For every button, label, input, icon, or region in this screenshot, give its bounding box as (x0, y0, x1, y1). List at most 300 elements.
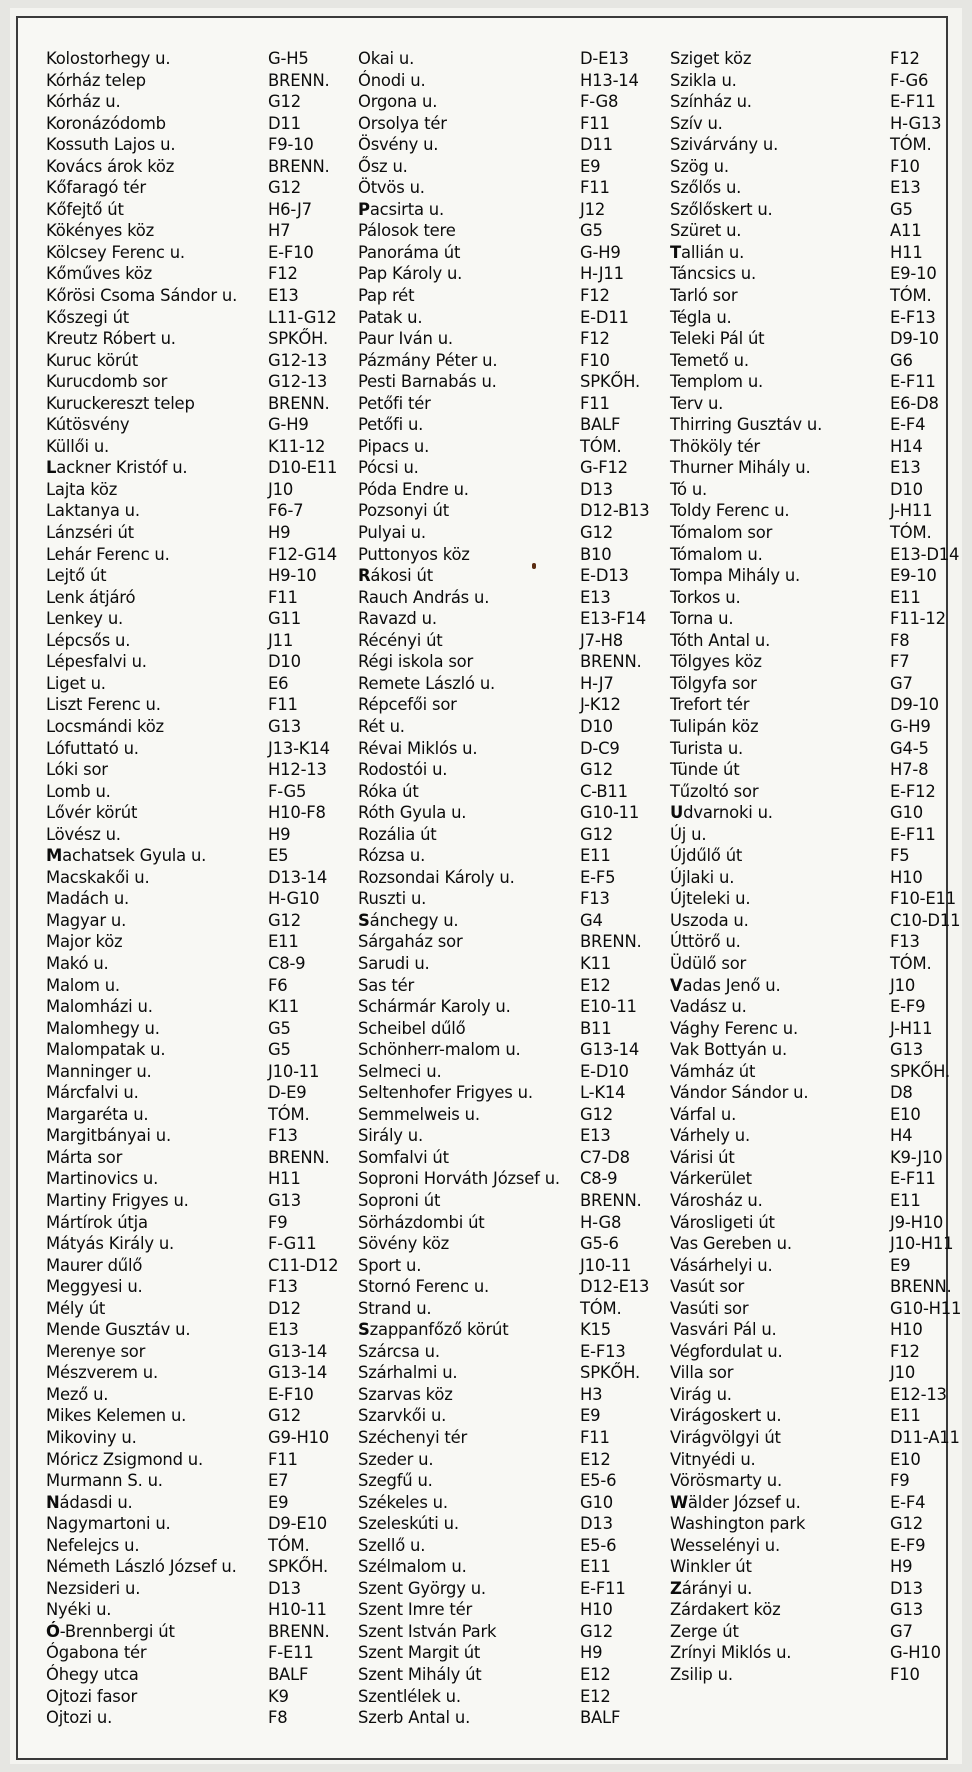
grid-reference: G-F12 (580, 458, 628, 478)
street-name: Turista u. (670, 738, 744, 758)
grid-reference: H10-11 (268, 1600, 327, 1620)
street-name: Pipacs u. (358, 436, 430, 456)
street-name: Zerge út (670, 1621, 739, 1641)
street-name: Vasvári Pál u. (670, 1320, 777, 1340)
grid-reference: H10 (890, 867, 923, 887)
street-name: Újlaki u. (670, 867, 735, 887)
street-name: Stornó Ferenc u. (358, 1277, 490, 1297)
grid-reference: K9-J10 (890, 1147, 943, 1167)
street-name: Tómalom sor (670, 523, 773, 543)
grid-reference: J-K12 (580, 695, 621, 715)
street-name: Scheibel dűlő (358, 1018, 466, 1038)
street-name: Seltenhofer Frigyes u. (358, 1083, 533, 1103)
street-name: Lánzséri út (46, 523, 134, 543)
grid-reference: D9-10 (890, 329, 939, 349)
grid-reference: E9 (890, 1255, 911, 1275)
street-name: Póda Endre u. (358, 479, 469, 499)
street-index-frame (16, 16, 962, 1760)
grid-reference: E-F10 (268, 1384, 314, 1404)
grid-reference: B11 (580, 1018, 612, 1038)
street-name: Pap rét (358, 286, 415, 306)
street-name: Városligeti út (670, 1212, 775, 1232)
street-name: Zárdakert köz (670, 1600, 781, 1620)
grid-reference: G12 (268, 1406, 301, 1426)
street-name: Sánchegy u. (358, 910, 459, 930)
grid-reference: F12-G14 (268, 544, 337, 564)
street-name: Tégla u. (670, 307, 732, 327)
grid-reference: D10-E11 (268, 458, 338, 478)
grid-reference: E-F13 (890, 307, 936, 327)
grid-reference: G13-14 (268, 1363, 328, 1383)
street-name: Szivárvány u. (670, 135, 779, 155)
grid-reference: BRENN. (268, 70, 330, 90)
grid-reference: E12 (580, 1665, 611, 1685)
street-name: Ojtozi u. (46, 1708, 113, 1728)
street-name: Kútösvény (46, 415, 130, 435)
street-name: Murmann S. u. (46, 1471, 163, 1491)
street-name: Margitbányai u. (46, 1126, 171, 1146)
street-name: Lófuttató u. (46, 738, 139, 758)
street-name: Liget u. (46, 673, 106, 693)
grid-reference: E-F5 (580, 867, 616, 887)
street-name: Vitnyédi u. (670, 1449, 756, 1469)
street-name: Virág u. (670, 1384, 732, 1404)
grid-reference: E11 (890, 587, 921, 607)
street-name: Pozsonyi út (358, 501, 449, 521)
grid-reference: G12 (580, 760, 613, 780)
grid-reference: E13 (580, 587, 611, 607)
street-name: Pázmány Péter u. (358, 350, 498, 370)
street-name: Sarudi u. (358, 953, 430, 973)
street-name: Virágvölgyi út (670, 1428, 781, 1447)
grid-reference: G9-H10 (268, 1428, 330, 1447)
street-name: Templom u. (670, 372, 764, 392)
grid-reference: G5 (890, 199, 913, 219)
street-name: Sas tér (358, 975, 415, 995)
street-name: Rozália út (358, 824, 437, 844)
street-name: Semmelweis u. (358, 1104, 480, 1124)
street-name: Márta sor (46, 1147, 123, 1167)
street-name: Ógabona tér (46, 1643, 147, 1663)
street-name: Ősz u. (358, 156, 408, 176)
street-name: Orsolya tér (358, 113, 447, 133)
grid-reference: C10-D11 (890, 910, 961, 930)
grid-reference: E-F10 (268, 242, 314, 262)
street-name: Székeles u. (358, 1492, 448, 1512)
grid-reference: G12 (890, 1514, 923, 1534)
street-name: Somfalvi út (358, 1147, 449, 1167)
grid-reference: F13 (580, 889, 610, 909)
grid-reference: G5-6 (580, 1234, 619, 1254)
grid-reference: E-F9 (890, 1535, 926, 1555)
street-name: Szeleskúti u. (358, 1514, 459, 1534)
grid-reference: BRENN. (580, 932, 642, 952)
street-name: Répcefői sor (358, 695, 457, 715)
street-name: Kőszegi út (46, 307, 129, 327)
grid-reference: F11 (268, 587, 298, 607)
grid-reference: G6 (890, 350, 913, 370)
street-name: Szappanfőző körút (358, 1320, 509, 1340)
street-name: Puttonyos köz (358, 544, 470, 564)
grid-reference: TÓM. (580, 436, 622, 456)
street-name: Vadas Jenő u. (670, 975, 781, 995)
grid-reference: G-H5 (268, 49, 309, 68)
street-name: Szőlőskert u. (670, 199, 773, 219)
street-name: Vak Bottyán u. (670, 1040, 787, 1060)
street-name: Magyar u. (46, 910, 127, 930)
street-name: Nádasdi u. (46, 1492, 133, 1512)
street-name: Vághy Ferenc u. (670, 1018, 798, 1038)
grid-reference: J12 (580, 199, 606, 219)
grid-reference: F10 (890, 1665, 920, 1685)
grid-reference: J9-H10 (890, 1212, 944, 1232)
grid-reference: H7 (268, 221, 291, 241)
grid-reference: D-E9 (268, 1083, 307, 1103)
grid-reference: E-F11 (890, 1169, 936, 1189)
street-name: Nagymartoni u. (46, 1514, 171, 1534)
street-name: Mártírok útja (46, 1212, 148, 1232)
street-name: Mély út (46, 1298, 106, 1318)
grid-reference: F-G8 (580, 92, 619, 112)
grid-reference: E10 (890, 1449, 921, 1469)
street-name: Ravazd u. (358, 609, 437, 629)
grid-reference: F9 (890, 1471, 910, 1491)
grid-reference: F9 (268, 1212, 288, 1232)
street-name: Sziget köz (670, 49, 752, 68)
street-name: Várhely u. (670, 1126, 750, 1146)
street-name: Mikoviny u. (46, 1428, 137, 1447)
street-name: Teleki Pál út (670, 329, 765, 349)
grid-reference: L11-G12 (268, 307, 337, 327)
grid-reference: BALF (580, 1708, 621, 1728)
street-name: Pálosok tere (358, 221, 456, 241)
grid-reference: E-F9 (890, 997, 926, 1017)
grid-reference: F11-12 (890, 609, 946, 629)
grid-reference: H9 (890, 1557, 913, 1577)
street-name: Tulipán köz (670, 716, 759, 736)
grid-reference: G10 (890, 803, 923, 823)
street-name: Lenkey u. (46, 609, 124, 629)
grid-reference: D10 (890, 479, 923, 499)
grid-reference: E12 (580, 1449, 611, 1469)
grid-reference: E13 (580, 1126, 611, 1146)
street-name: Mikes Kelemen u. (46, 1406, 187, 1426)
street-name: Malomházi u. (46, 997, 153, 1017)
grid-reference: G13 (268, 716, 301, 736)
grid-reference: H-G8 (580, 1212, 622, 1232)
grid-reference: F12 (580, 286, 610, 306)
grid-reference: D9-E10 (268, 1514, 327, 1534)
street-name: Tómalom u. (670, 544, 763, 564)
grid-reference: G13 (890, 1040, 923, 1060)
street-name: Sárgaház sor (358, 932, 463, 952)
grid-reference: H12-13 (268, 760, 327, 780)
street-name: Róka út (358, 781, 419, 801)
street-name: Kovács árok köz (46, 156, 175, 176)
grid-reference: H10-F8 (268, 803, 326, 823)
street-name: Udvarnoki u. (670, 803, 773, 823)
grid-reference: G11 (268, 609, 301, 629)
grid-reference: C-B11 (580, 781, 628, 801)
street-name: Szarvas köz (358, 1384, 453, 1404)
grid-reference: TÓM. (890, 523, 932, 543)
street-name: Zárányi u. (670, 1578, 753, 1598)
street-name: Szárcsa u. (358, 1341, 440, 1361)
grid-reference: E11 (580, 1557, 611, 1577)
grid-reference: F7 (890, 652, 910, 672)
street-name: Révai Miklós u. (358, 738, 478, 758)
grid-reference: H3 (580, 1384, 603, 1404)
street-name: Tarló sor (670, 286, 738, 306)
street-name: Uszoda u. (670, 910, 749, 930)
street-name: Rét u. (358, 716, 405, 736)
grid-reference: F-G6 (890, 70, 929, 90)
street-name: Soproni út (358, 1190, 441, 1210)
street-name: Temető u. (670, 350, 749, 370)
street-name: Tölgyes köz (670, 652, 762, 672)
street-name: Kőfejtő út (46, 199, 124, 219)
grid-reference: F10-E11 (890, 889, 957, 909)
street-name: Lajta köz (46, 479, 118, 499)
grid-reference: C11-D12 (268, 1255, 339, 1275)
street-name: Merenye sor (46, 1341, 146, 1361)
grid-reference: E-F11 (580, 1578, 626, 1598)
grid-reference: H10 (580, 1600, 613, 1620)
grid-reference: F12 (890, 1341, 920, 1361)
grid-reference: D11 (268, 113, 301, 133)
grid-reference: G10-11 (580, 803, 640, 823)
street-name: Szüret u. (670, 221, 742, 241)
grid-reference: K15 (580, 1320, 612, 1340)
grid-reference: TÓM. (890, 135, 932, 155)
grid-reference: E10-11 (580, 997, 637, 1017)
street-name: Tó u. (670, 479, 708, 499)
grid-reference: E7 (268, 1471, 289, 1491)
street-name: Szentlélek u. (358, 1686, 461, 1706)
street-name: Szent Margit út (358, 1643, 481, 1663)
grid-reference: F13 (268, 1277, 298, 1297)
grid-reference: E5-6 (580, 1471, 617, 1491)
grid-reference: D12-B13 (580, 501, 650, 521)
street-name: Schönherr-malom u. (358, 1040, 521, 1060)
grid-reference: TÓM. (580, 1298, 622, 1318)
street-name: Zsilip u. (670, 1665, 733, 1685)
grid-reference: G12-13 (268, 372, 328, 392)
street-name: Tűzoltó sor (670, 781, 759, 801)
street-name: Torna u. (670, 609, 734, 629)
grid-reference: E9-10 (890, 566, 937, 586)
grid-reference: E-F4 (890, 1492, 926, 1512)
grid-reference: H14 (890, 436, 923, 456)
street-name: Mende Gusztáv u. (46, 1320, 191, 1340)
grid-reference: E5 (268, 846, 289, 866)
grid-reference: J10-11 (580, 1255, 632, 1275)
street-name: Várisi út (670, 1147, 735, 1167)
grid-reference: K11 (580, 953, 612, 973)
grid-reference: F6 (268, 975, 288, 995)
grid-reference: H9 (268, 824, 291, 844)
grid-reference: E13 (890, 458, 921, 478)
grid-reference: SPKŐH. (580, 372, 640, 392)
grid-reference: D13 (268, 1578, 301, 1598)
grid-reference: G-H9 (580, 242, 621, 262)
street-name: Vasúti sor (670, 1298, 749, 1318)
grid-reference: C8-9 (580, 1169, 618, 1189)
street-name: Wesselényi u. (670, 1535, 780, 1555)
grid-reference: G12-13 (268, 350, 328, 370)
grid-reference: G13-14 (580, 1040, 640, 1060)
street-name: Várkerület (670, 1169, 752, 1189)
street-name: Sörházdombi út (358, 1212, 485, 1232)
grid-reference: D9-10 (890, 695, 939, 715)
grid-reference: H-J11 (580, 264, 624, 284)
street-name: Mészverem u. (46, 1363, 158, 1383)
grid-reference: H-G13 (890, 113, 942, 133)
street-name: Széchenyi tér (358, 1428, 468, 1447)
grid-reference: K9 (268, 1686, 289, 1706)
street-name: Malompatak u. (46, 1040, 166, 1060)
street-name: Tünde út (670, 760, 740, 780)
street-name: Mező u. (46, 1384, 109, 1404)
grid-reference: H10 (890, 1320, 923, 1340)
grid-reference: E12 (580, 975, 611, 995)
grid-reference: F12 (268, 264, 298, 284)
grid-reference: E11 (890, 1406, 921, 1426)
grid-reference: G12 (268, 92, 301, 112)
grid-reference: E12 (580, 1686, 611, 1706)
street-name: Pulyai u. (358, 523, 426, 543)
grid-reference: H9 (580, 1643, 603, 1663)
grid-reference: E-F13 (580, 1341, 626, 1361)
street-name: Nefelejcs u. (46, 1535, 140, 1555)
grid-reference: A11 (890, 221, 922, 241)
street-name: Szikla u. (670, 70, 737, 90)
street-name: Lóki sor (46, 760, 108, 780)
street-name: Küllői u. (46, 436, 110, 456)
street-name: Rodostói u. (358, 760, 448, 780)
street-name: Kőrösi Csoma Sándor u. (46, 286, 238, 306)
grid-reference: D12 (268, 1298, 301, 1318)
street-name: Sövény köz (358, 1234, 450, 1254)
grid-reference: K11 (268, 997, 300, 1017)
street-name: Thököly tér (670, 436, 760, 456)
grid-reference: J10 (268, 479, 294, 499)
grid-reference: E13 (890, 178, 921, 198)
grid-reference: G4-5 (890, 738, 929, 758)
street-name: Kórház telep (46, 70, 146, 90)
grid-reference: F-G11 (268, 1234, 317, 1254)
grid-reference: H-J7 (580, 673, 614, 693)
street-name: Pócsi u. (358, 458, 419, 478)
grid-reference: F12 (580, 329, 610, 349)
street-name: Kossuth Lajos u. (46, 135, 176, 155)
grid-reference: E11 (580, 846, 611, 866)
street-name: Schármár Karoly u. (358, 997, 511, 1017)
grid-reference: F13 (268, 1126, 298, 1146)
grid-reference: D13-14 (268, 867, 328, 887)
grid-reference: E9 (580, 1406, 601, 1426)
street-name: Pap Károly u. (358, 264, 463, 284)
grid-reference: G10-H11 (890, 1298, 962, 1318)
street-name: Lejtő út (46, 566, 107, 586)
street-name: Panoráma út (358, 242, 461, 262)
street-name: Maurer dűlő (46, 1255, 143, 1275)
street-name: Machatsek Gyula u. (46, 846, 207, 866)
street-name: Ösvény u. (358, 135, 439, 155)
grid-reference: G-H10 (890, 1643, 941, 1663)
grid-reference: H13-14 (580, 70, 639, 90)
street-name: Vörösmarty u. (670, 1471, 782, 1491)
grid-reference: H11 (890, 242, 923, 262)
street-name: Laktanya u. (46, 501, 140, 521)
grid-reference: J-H11 (890, 1018, 933, 1038)
grid-reference: E12-13 (890, 1384, 947, 1404)
street-name: Régi iskola sor (358, 652, 474, 672)
grid-reference: F11 (580, 393, 610, 413)
street-name: Zrínyi Miklós u. (670, 1643, 792, 1663)
grid-reference: J10 (890, 1363, 916, 1383)
street-name: Nezsideri u. (46, 1578, 141, 1598)
grid-reference: G7 (890, 1621, 913, 1641)
grid-reference: C7-D8 (580, 1147, 630, 1167)
street-name: Lomb u. (46, 781, 111, 801)
street-name: Washington park (670, 1514, 806, 1534)
street-name: Tallián u. (670, 242, 745, 262)
street-name: Manninger u. (46, 1061, 152, 1081)
grid-reference: F10 (890, 156, 920, 176)
grid-reference: G12 (268, 178, 301, 198)
grid-reference: BRENN. (890, 1277, 952, 1297)
street-name: Szent Mihály út (358, 1665, 482, 1685)
grid-reference: E11 (890, 1190, 921, 1210)
grid-reference: F12 (890, 49, 920, 68)
street-name: Okai u. (358, 49, 415, 68)
grid-reference: H4 (890, 1126, 913, 1146)
street-name: Vasút sor (670, 1277, 745, 1297)
grid-reference: E-F11 (890, 372, 936, 392)
grid-reference: F13 (890, 932, 920, 952)
street-name: Koronázódomb (46, 113, 166, 133)
street-name: Tompa Mihály u. (670, 566, 801, 586)
street-name: Villa sor (670, 1363, 734, 1383)
street-name: Kőfaragó tér (46, 178, 146, 198)
grid-reference: F10 (580, 350, 610, 370)
street-name: Tölgyfa sor (670, 673, 757, 693)
street-name: Vadász u. (670, 997, 747, 1017)
grid-reference: SPKŐH. (268, 329, 328, 349)
grid-reference: E-F11 (890, 824, 936, 844)
grid-reference: D8 (890, 1083, 913, 1103)
street-name: Torkos u. (670, 587, 741, 607)
ink-speck (532, 563, 536, 569)
grid-reference: G12 (580, 523, 613, 543)
street-name: Petőfi tér (358, 393, 431, 413)
grid-reference: H9-10 (268, 566, 317, 586)
street-name: Remete László u. (358, 673, 496, 693)
street-name: Locsmándi köz (46, 716, 164, 736)
street-name: Szent György u. (358, 1578, 486, 1598)
street-name: Róth Gyula u. (358, 803, 467, 823)
grid-reference: SPKŐH. (580, 1363, 640, 1383)
street-name: Ónodi u. (358, 70, 426, 90)
street-name: Malomhegy u. (46, 1018, 160, 1038)
street-name: Martinovics u. (46, 1169, 159, 1189)
grid-reference: J10 (890, 975, 916, 995)
street-name: Úttörő u. (670, 932, 741, 952)
street-name: Rákosi út (358, 566, 433, 586)
grid-reference: E5-6 (580, 1535, 617, 1555)
grid-reference: D10 (580, 716, 613, 736)
